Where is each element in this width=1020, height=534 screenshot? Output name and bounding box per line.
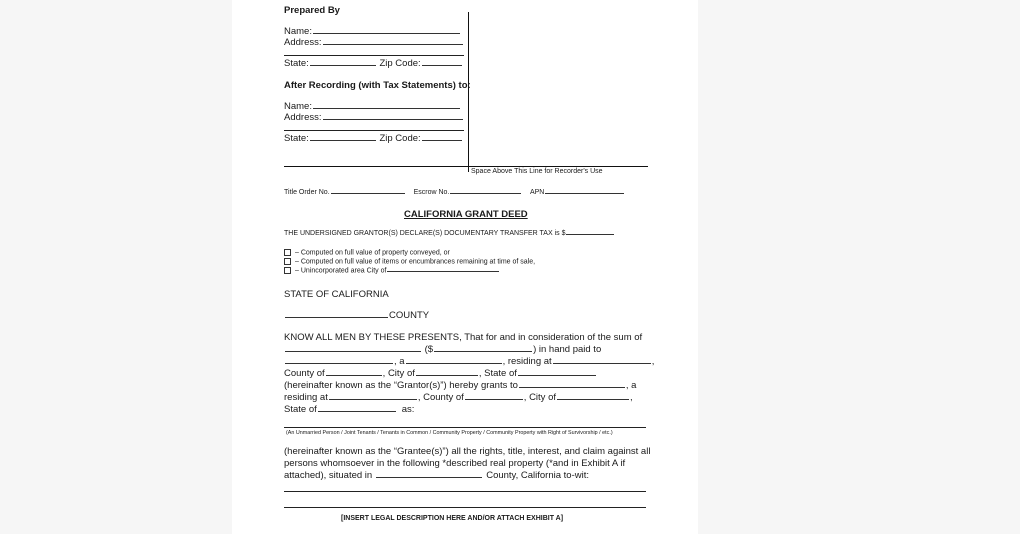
after-recording-state-label: State: (284, 133, 309, 144)
grantor-name-field[interactable] (285, 363, 393, 364)
checkbox-label-unincorporated: – Unincorporated area City of (295, 267, 387, 275)
after-recording-state-row (284, 133, 463, 144)
body-line-6 (284, 392, 633, 403)
grantee-line-2: persons whomsoever in the following *described real property (*and in Exhibit A if (284, 458, 626, 469)
tax-declaration-row (284, 230, 615, 237)
escrow-label: Escrow No. (413, 189, 450, 196)
prepared-by-state-label: State: (284, 58, 309, 69)
grantee-line-3 (284, 470, 589, 481)
county-name-field[interactable] (285, 317, 388, 318)
unincorporated-city-field[interactable] (387, 271, 499, 272)
prepared-by-address-label: Address: (284, 37, 322, 48)
body-line-6-county: , County of (417, 392, 464, 403)
tax-amount-field[interactable] (566, 234, 614, 235)
body-line-3 (284, 356, 654, 367)
body-line-6-city: , City of (523, 392, 556, 403)
checkbox-row-encumbrances (284, 258, 535, 265)
checkbox-unincorporated[interactable] (284, 267, 291, 274)
prepared-by-state-row (284, 58, 463, 69)
after-recording-name-row (284, 101, 461, 112)
body-line-4-state: , State of (478, 368, 517, 379)
checkbox-label-encumbrances: – Computed on full value of items or encumbrances remaining at time of sale, (295, 258, 536, 266)
body-line-5 (284, 380, 636, 391)
body-line-7-state: State of (284, 404, 317, 415)
consideration-amount-field[interactable] (434, 351, 532, 352)
after-recording-zip-label: Zip Code: (379, 133, 421, 144)
body-line-5-a: , a (625, 380, 637, 391)
prepared-by-address-line-2[interactable] (284, 55, 464, 56)
grantee-name-field[interactable] (519, 387, 625, 388)
escrow-field[interactable] (450, 193, 521, 194)
checkbox-full-value[interactable] (284, 249, 291, 256)
deed-form-sheet (232, 0, 698, 534)
after-recording-address-field[interactable] (323, 119, 463, 120)
grantee-state-field[interactable] (318, 411, 396, 412)
legal-description-instruction: [INSERT LEGAL DESCRIPTION HERE AND/OR ATTACH EXHIBIT A] (341, 515, 564, 522)
title-order-field[interactable] (331, 193, 405, 194)
body-line-3-a: , a (394, 356, 405, 367)
prepared-by-zip-label: Zip Code: (379, 58, 421, 69)
grantee-county-field[interactable] (465, 399, 523, 400)
grantee-line-1: (hereinafter known as the “Grantee(s)”) all the rights, title, interest, and claim against all (284, 446, 651, 457)
order-fields-row (284, 189, 625, 196)
grantee-city-field[interactable] (557, 399, 629, 400)
body-line-3-comma: , (651, 356, 655, 367)
property-county-field[interactable] (376, 477, 482, 478)
grantee-address-field[interactable] (329, 399, 417, 400)
deed-title: CALIFORNIA GRANT DEED (404, 209, 528, 220)
prepared-by-name-label: Name: (284, 26, 312, 37)
checkbox-row-unincorporated (284, 267, 500, 274)
recorder-box-divider (468, 12, 469, 172)
body-line-5-grants: (hereinafter known as the “Grantor(s)”) hereby grants to (284, 380, 518, 391)
body-line-4-city: , City of (382, 368, 415, 379)
body-line-6-comma: , (630, 392, 633, 403)
grantor-city-field[interactable] (416, 375, 478, 376)
prepared-by-address-row (284, 37, 464, 48)
after-recording-name-field[interactable] (313, 108, 460, 109)
vesting-options: (An Unmarried Person / Joint Tenants / Tenants in Common / Community Property / Community Property with Right of Survivorship / etc.) (286, 430, 613, 436)
grantor-type-field[interactable] (406, 363, 502, 364)
title-order-label: Title Order No. (284, 189, 330, 196)
grantor-county-field[interactable] (326, 375, 382, 376)
body-line-6-residing: residing at (284, 392, 328, 403)
body-line-7 (284, 404, 414, 415)
body-line-4-county: County of (284, 368, 325, 379)
body-line-1: KNOW ALL MEN BY THESE PRESENTS, That for and in consideration of the sum of (284, 332, 643, 343)
body-line-3-residing: , residing at (502, 356, 552, 367)
apn-label: APN (529, 189, 545, 196)
body-line-4 (284, 368, 597, 379)
prepared-by-name-row (284, 26, 461, 37)
apn-field[interactable] (545, 193, 624, 194)
after-recording-zip-field[interactable] (422, 140, 462, 141)
after-recording-address-label: Address: (284, 112, 322, 123)
checkbox-encumbrances[interactable] (284, 258, 291, 265)
grantee-line-3-situated: attached), situated in (284, 470, 373, 481)
checkbox-label-full-value: – Computed on full value of property conveyed, or (295, 249, 450, 257)
legal-description-line-2[interactable] (284, 507, 646, 508)
prepared-by-heading: Prepared By (284, 5, 340, 16)
checkbox-row-full-value (284, 249, 450, 256)
prepared-by-zip-field[interactable] (422, 65, 462, 66)
prepared-by-state-field[interactable] (310, 65, 376, 66)
recorder-note: Space Above This Line for Recorder's Use (471, 168, 603, 175)
tax-declaration-text: THE UNDERSIGNED GRANTOR(S) DECLARE(S) DOCUMENTARY TRANSFER TAX is $ (284, 230, 566, 237)
state-of-california: STATE OF CALIFORNIA (284, 289, 389, 300)
vesting-field[interactable] (284, 427, 646, 428)
grantor-address-field[interactable] (553, 363, 651, 364)
legal-description-line-1[interactable] (284, 491, 646, 492)
after-recording-heading: After Recording (with Tax Statements) to: (284, 80, 471, 91)
body-line-2-dollar: ($ (424, 344, 434, 355)
body-line-7-as: as: (401, 404, 415, 415)
prepared-by-name-field[interactable] (313, 33, 460, 34)
after-recording-address-line-2[interactable] (284, 130, 464, 131)
after-recording-name-label: Name: (284, 101, 312, 112)
after-recording-address-row (284, 112, 464, 123)
body-line-2 (284, 344, 601, 355)
county-label: COUNTY (389, 310, 430, 321)
grantor-state-field[interactable] (518, 375, 596, 376)
body-line-2-paid-to: ) in hand paid to (533, 344, 602, 355)
grantee-line-3-county: County, California to-wit: (486, 470, 589, 481)
recorder-box-bottom-line (284, 166, 648, 167)
consideration-words-field[interactable] (285, 351, 421, 352)
after-recording-state-field[interactable] (310, 140, 376, 141)
prepared-by-address-field[interactable] (323, 44, 463, 45)
county-row (284, 310, 429, 321)
